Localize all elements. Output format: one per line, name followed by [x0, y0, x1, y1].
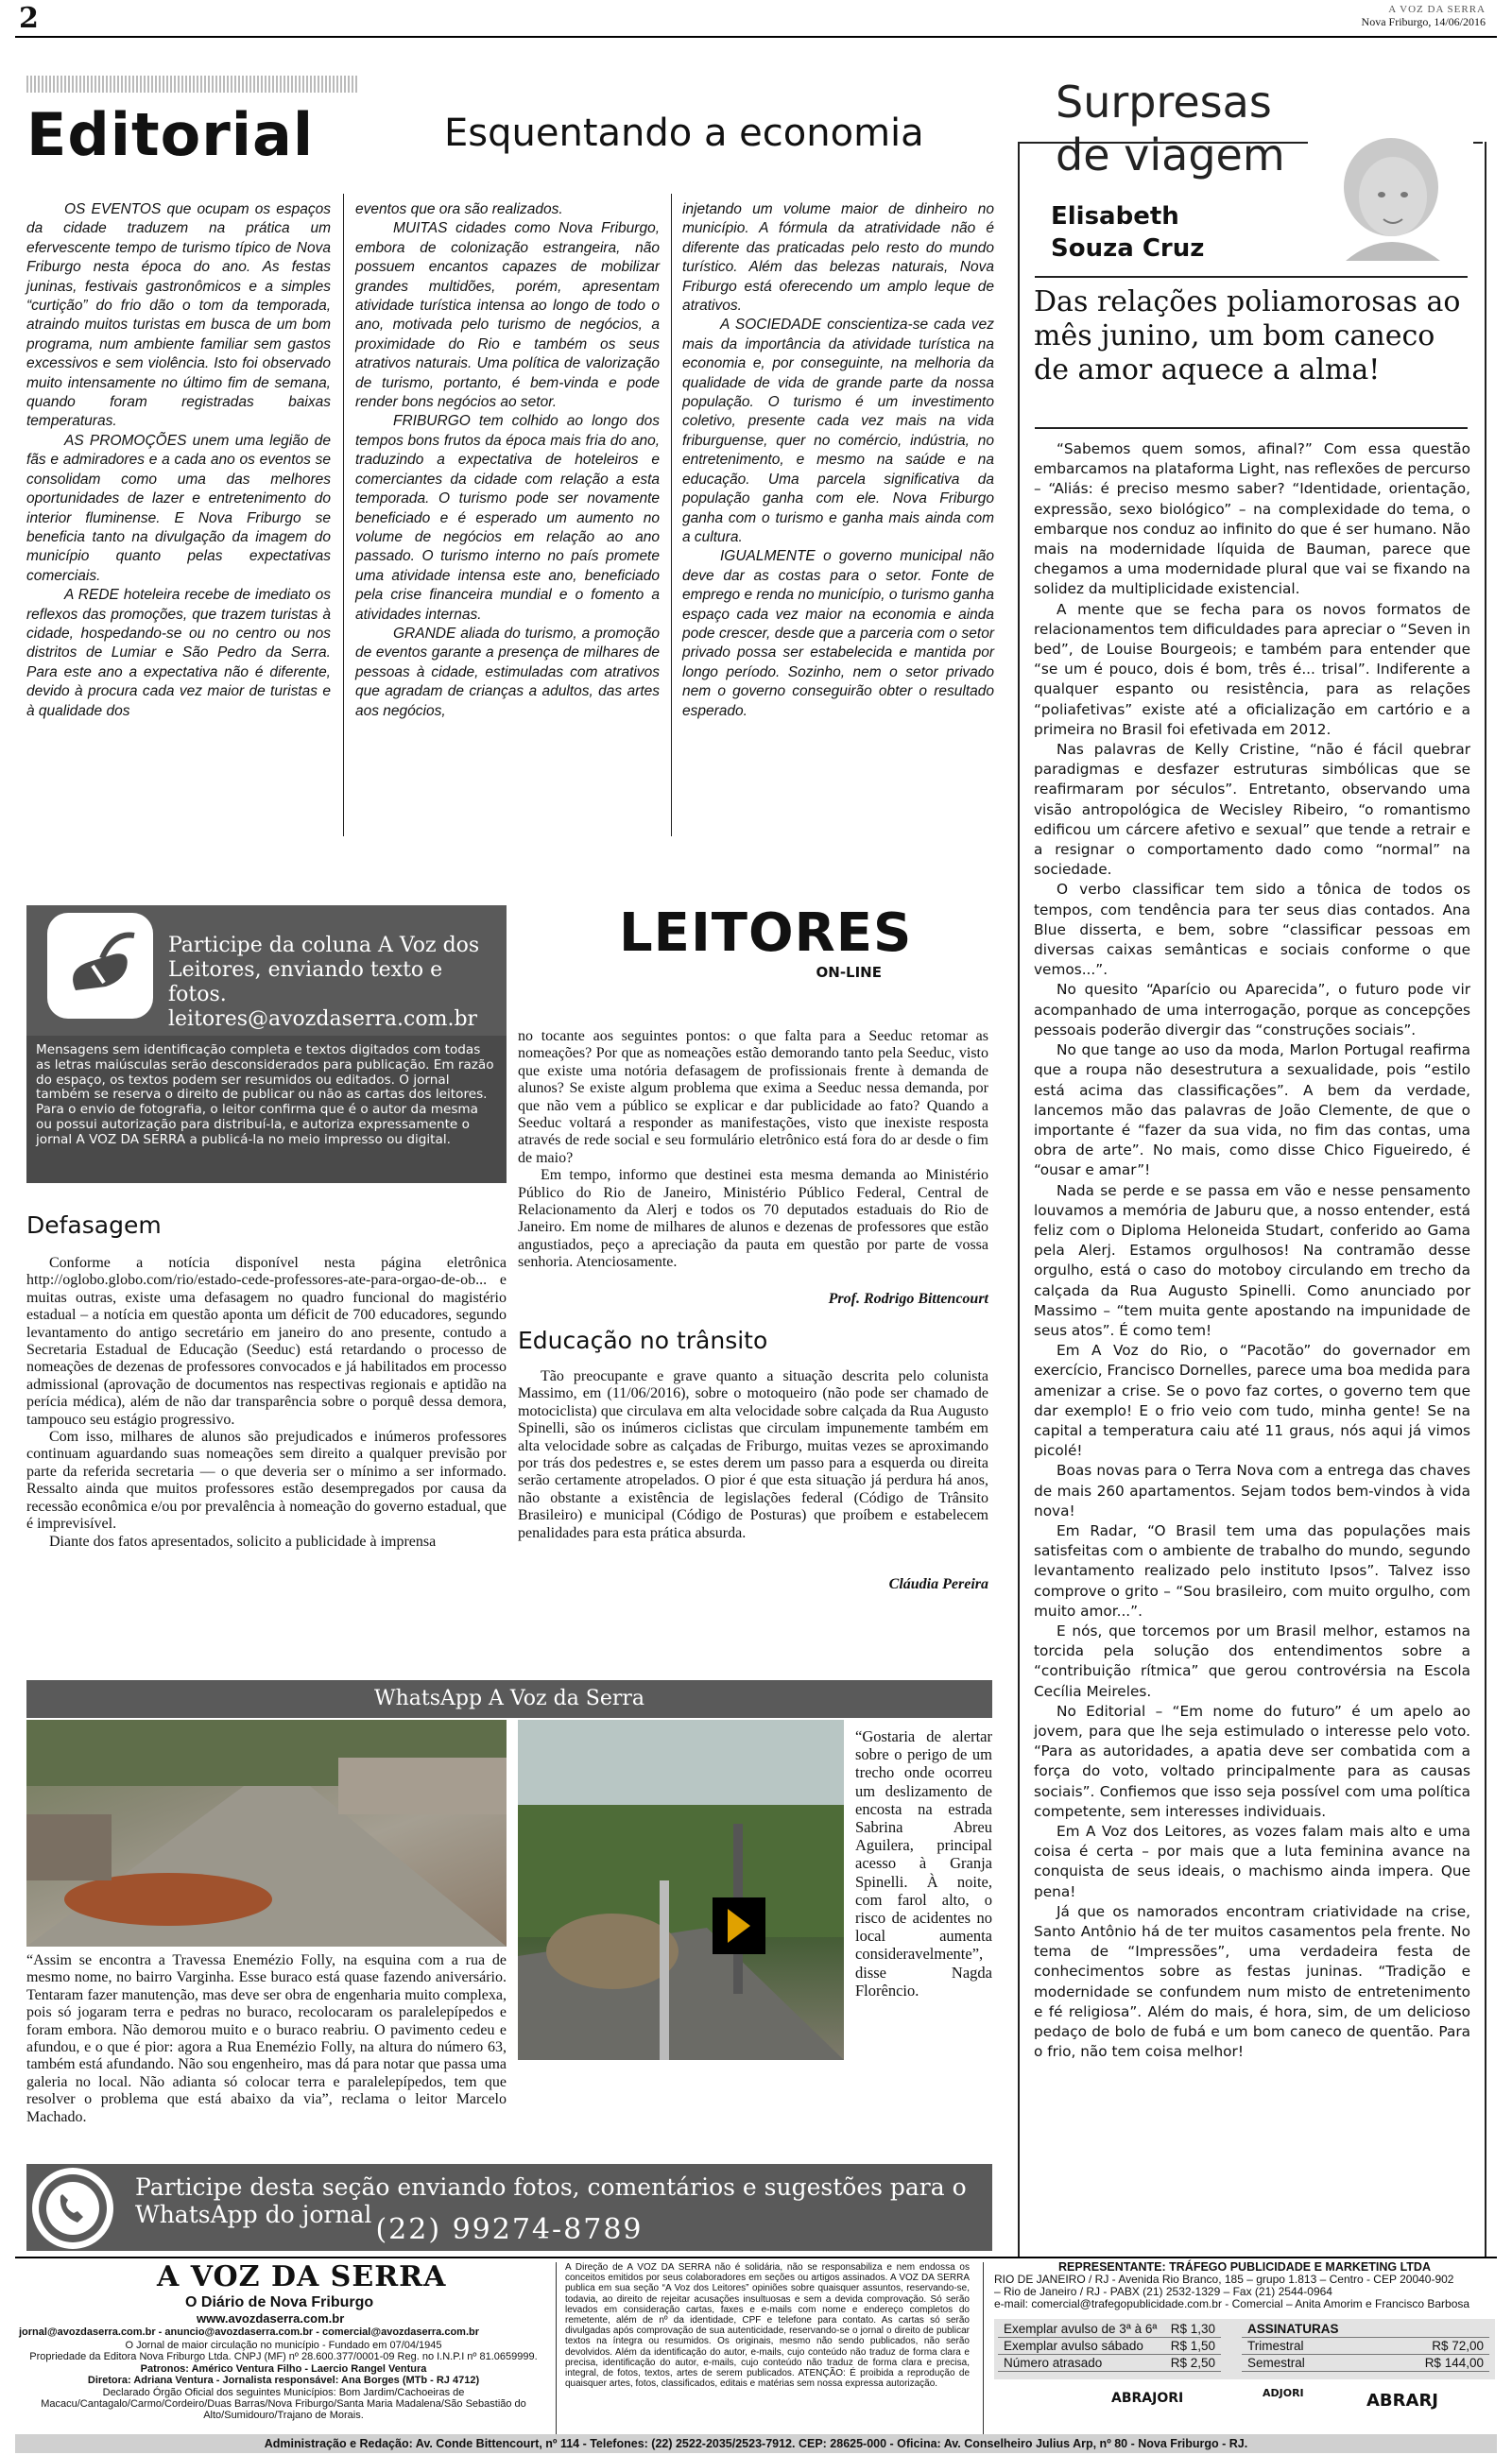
- defasagem-signature: Prof. Rodrigo Bittencourt: [828, 1291, 988, 1307]
- transito-signature: Cláudia Pereira: [888, 1576, 988, 1592]
- masthead-footer: [15, 2257, 1497, 2455]
- rep-title: REPRESENTANTE: TRÁFEGO PUBLICIDADE E MARKETING LTDA: [1058, 2260, 1431, 2274]
- column-paragraph: A mente que se fecha para os novos formatos de relacionamentos tem dificuldades para apreciar o “Seven in bed”, de Louise Bourgeois; e também para entender que “se um é pouco, dois é bom, três é... trisal”. Indiferente a qualquer espanto ou resistência, para as relações “poliafetivas” existe até a oficialização em cartório e a primeira no Brasil foi efetivada em 2012.: [1034, 600, 1470, 738]
- column-author: [1051, 200, 1204, 265]
- leitores-logo-subtext: ON-LINE: [816, 964, 882, 981]
- whatsapp-footer: [26, 2164, 992, 2251]
- column-paragraph: Em Radar, “O Brasil tem uma das populações mais satisfeitas com o ambiente de trabalho do mundo, segundo levantamento realizado pelo instituto Ipsos”. Talvez isso comprove o grito – “Sou brasileiro, com muito orgulho, com muito amor...”.: [1034, 1521, 1470, 1620]
- price-value: R$ 2,50: [1164, 2355, 1221, 2372]
- leitores-banner-text: Participe da coluna A Voz dos Leitores, enviando texto e fotos. leitores@avozdaserra.com.br: [168, 934, 480, 1031]
- letter-paragraph: Tão preocupante e grave quanto a situação descrita pelo colunista Massimo, em (11/06/2016), sobre o motoqueiro (não pode ser chamado de motociclista) que circulava em alta velocidade sobre calçada da Rua Augusto Spinelli, são os inúmeros ciclistas que circulam impunemente também em alta velocidade sobre as calçadas de Friburgo, muitas vezes se aproximando por trás dos pedestres e, se estes derem um passo para a esquerda ou direita serão certamente atropelados. O pior é que esta situação já perdura há anos, não obstante a existência de legislações federal (Código de Trânsito Brasileiro) e municipal (Código de Posturas) que proíbem e estabelecem penalidades para esta prática absurda.: [518, 1368, 988, 1541]
- column-paragraph: “Sabemos quem somos, afinal?” Com essa questão embarcamos na plataforma Light, nas reflexões de percurso – “Aliás: é preciso mesmo saber? “Identidade, orientação, expressão, sexo biológico” – na complexidade do tema, o embarque nos conduz ao infinito do que é ser humano. Não mais na modernidade líquida de Bauman, parece que chegamos a uma modernidade plural que vai se fixando na solidez da multiplicidade existencial.: [1034, 440, 1470, 598]
- footer-divider: [983, 2262, 984, 2436]
- whatsapp-banner: WhatsApp A Voz da Serra: [26, 1680, 992, 1718]
- price-value: R$ 1,50: [1164, 2338, 1221, 2355]
- credit-line: Propriedade da Editora Nova Friburgo Ltda. CNPJ (MF) nº 28.600.377/0001-09 Reg. no I.N.P.I nº 81.0659999.: [29, 2351, 538, 2363]
- editorial-paragraph: A SOCIEDADE conscientiza-se cada vez mais da importância da atividade turística na economia e, por conseguinte, na melhoria da qualidade de vida de grande parte da nossa população. O turismo é um investimento coletivo, presente cada vez mais na vida friburguense, quer no comércio, indústria, no entretenimento, e mesmo na saúde e na educação. Uma parcela significativa da população ganha com ele. Nova Friburgo ganha com o turismo e ganha mais ainda com a cultura.: [682, 317, 994, 545]
- page-header-info: [1362, 4, 1486, 28]
- abrajori-logo: ABRAJORI: [1111, 2391, 1184, 2406]
- header-rule: [15, 36, 1497, 38]
- letter-paragraph: Diante dos fatos apresentados, solicito a publicidade à imprensa: [49, 1533, 437, 1550]
- adjori-logo: ADJORI: [1263, 2387, 1304, 2399]
- editorial-column-3: [682, 200, 994, 721]
- masthead-notes: A Direção de A VOZ DA SERRA não é solidária, não se responsabiliza e nem endossa os conceitos emitidos por seus colaboradores em seções ou artigos assinados. A VOZ DA SERRA publica em sua seção “A Voz dos Leitores” opiniões sobre quaisquer assuntos, reservando-se, todavia, ao direito de rejeitar acusações insultuosas e sem a devida comprovação. Só serão levados em consideração cartas, faxes e e-mails com nome e endereço completos do remetente, além de nº da identidade, CPF e telefone para contato. As cartas só serão divulgadas após comprovação de sua autenticidade, reservando-se o jornal o direito de publicar textos na íntegra ou resumidos. Os originais, mesmo não sendo publicados, não serão devolvidos. Além da identificação do autor, e-mails, cujo conteúdo não traduz de forma clara e precisa, identificação do autor, e-mails, cujo conteúdo não traduz de forma clara e precisa, integral, de fotos, textos, artes de serem publicados. ATENÇÃO: É proibida a reprodução de quaisquer artes, fotos, classificados, editais e matérias sem nossa expressa autorização.: [565, 2262, 970, 2390]
- column-paragraph: No que tange ao uso da moda, Marlon Portugal reafirma que a roupa não desestrutura a sexualidade, pois “estilo está acima das classificações”. A bem da verdade, lancemos mão das palavras de João Clemente, de que o importante é “fazer da sua vida, no fim das contas, uma obra de arte”. No mais, como disse Chico Figueiredo, é “ousar e amar”!: [1034, 1041, 1470, 1179]
- editorial-paragraph: GRANDE aliada do turismo, a promoção de eventos garante a presença de milhares de pessoas à cidade, estimuladas com atrativos que agradam de crianças a adultos, das artes aos negócios,: [355, 625, 660, 719]
- rep-line: – Rio de Janeiro / RJ - PABX (21) 2532-1329 – Fax (21) 2544-0964: [994, 2285, 1332, 2298]
- leitores-banner: [26, 905, 507, 1036]
- price-label: Exemplar avulso de 3ª à 6ª: [998, 2321, 1164, 2338]
- price-box: [994, 2319, 1495, 2379]
- editorial-paragraph: FRIBURGO tem colhido ao longo dos tempos bons frutos da época mais fria do ano, traduzindo a expectativa de hoteleiros e comerciantes da cidade com relação a esta temporada. O turismo pode ser novamente beneficiado e é esperado um aumento no volume de negócios em relação ao ano passado. O turismo interno no país promete uma atividade intensa este ano, beneficiado pela crise financeira mundial e o fomento a atividades internas.: [355, 413, 660, 623]
- column-paragraph: No Editorial – “Em nome do futuro” é um apelo ao jovem, para que lhe seja estimulado o interesse pelo voto. “Para as autoridades, a apatia deve ser combatida com a força do voto, voltado principalmente para as causas sociais”. Confiemos que isso seja possível com uma política competente, sem interesses individuais.: [1034, 1702, 1470, 1820]
- column-paragraph: E nós, que torcemos por um Brasil melhor, estamos na torcida pela solução dos entendimentos sobre a “contribuição rítmica” que gerou controvérsia na Escola Cecília Meireles.: [1034, 1622, 1470, 1700]
- column-paragraph: Em A Voz dos Leitores, as vozes falam mais alto e uma coisa é certa – por mais que a luta feminina avance na conquista de seus ideais, o machismo ainda impera. Que pena!: [1034, 1823, 1470, 1900]
- letter-paragraph: no tocante aos seguintes pontos: o que falta para a Seeduc retomar as nomeações? Por que as nomeações estão demorando tanto pela Seeduc, visto que existe uma notória defasagem de profissionais frente à demanda de alunos? Se existe algum problema que exima a Seeduc nessa demanda, por que não vem a público se explicar e dar publicidade ao fato? Quando a Seeduc voltará a responder as manifestações, visto que inexiste resposta através de rede social e seu formulário eletrônico está fora do ar desde o fim de maio?: [518, 1028, 988, 1166]
- masthead-representative: [994, 2260, 1495, 2310]
- column-divider: [343, 194, 344, 836]
- leitores-disclaimer: Mensagens sem identificação completa e textos digitados com todas as letras maiúsculas serão desconsiderados para publicação. Em razão do espaço, os textos podem ser resumidos ou editados. O jornal também se reserva o direito de publicar ou não as cartas dos leitores. Para o envio de fotografia, o leitor confirma que é o autor da mesma ou possui autorização para distribuí-la, e autoriza expressamente o jornal A VOZ DA SERRA a publicá-la no meio impresso ou digital.: [26, 1036, 507, 1183]
- price-label: Número atrasado: [998, 2355, 1164, 2372]
- column-paragraph: Nas palavras de Kelly Cristine, “não é fácil quebrar paradigmas e desfazer estruturas simbólicas que se reafirmaram por séculos”. Entretanto, observando uma visão antropológica de Wecisley Ribeiro, “o romantismo edificou um cárcere afetivo e sexual” que tende a retrair e a resignar o comportamento dado como “normal” na sociedade.: [1034, 741, 1470, 879]
- column-subtitle: Das relações poliamorosas ao mês junino, um bom caneco de amor aquece a alma!: [1034, 285, 1461, 386]
- editorial-column-1: [26, 200, 331, 721]
- editorial-paragraph: A REDE hoteleira recebe de imediato os reflexos das promoções, que trazem turistas à cidade, hospedando-se ou no centro ou nos distritos de Lumiar e São Pedro da Serra. Para este ano a expectativa não é diferente, devido à procura cada vez maior de turistas e à qualidade dos: [26, 587, 331, 719]
- editorial-paragraph: MUITAS cidades como Nova Friburgo, embora de colonização estrangeira, não possuem encantos capazes de mobilizar grandes multidões, porém, apresentam atividade turística intensa ao longo de todo o ano, motivada pelo turismo de negócios, a proximidade do Rio e também os seus atrativos naturais. Uma política de valorização de turismo, portanto, é bem-vinda e pode render bons negócios ao setor.: [355, 220, 660, 411]
- column-paragraph: O verbo classificar tem sido a tônica de todos os tempos, com tendência para ter seus dias contados. Ana Blue disserta, e bem, sobre “classificar pessoas em diversas caixas semânticas e sociais conforme o que vemos...”.: [1034, 881, 1470, 979]
- computer-mouse-icon: [47, 913, 153, 1019]
- column-title: [1056, 76, 1285, 181]
- leitores-logo: [619, 902, 913, 981]
- letter-paragraph: Em tempo, informo que destinei esta mesma demanda ao Ministério Público do Rio de Janeiro, Ministério Público Federal, Central de Relacionamento da Alerj e todos os 70 deputados estaduais do Rio de Janeiro. Em nome de milhares de alunos e dezenas de professores que estão angustiados, peço a apreciação da pauta em questão por parte de vossa senhoria. Atenciosamente.: [518, 1167, 988, 1271]
- column-rule: [1035, 427, 1468, 429]
- column-title-line1: Surpresas: [1056, 77, 1272, 128]
- whatsapp-phone: (22) 99274-8789: [375, 2213, 644, 2246]
- author-portrait-icon: [1308, 129, 1473, 261]
- masthead-emails: jornal@avozdaserra.com.br - anuncio@avozdaserra.com.br - comercial@avozdaserra.com.br: [19, 2326, 480, 2338]
- abrarj-logo: ABRARJ: [1366, 2391, 1438, 2411]
- credit-line: Patronos: Américo Ventura Filho - Laercio Rangel Ventura: [140, 2362, 427, 2375]
- column-title-line2: de viagem: [1056, 129, 1285, 180]
- whatsapp-footer-text: Participe desta seção enviando fotos, comentários e sugestões para o WhatsApp do jornal: [135, 2173, 967, 2228]
- street-photo: [26, 1720, 507, 1947]
- defasagem-body: [26, 1255, 507, 1551]
- defasagem-title: Defasagem: [26, 1211, 162, 1239]
- edition-line: Nova Friburgo, 14/06/2016: [1361, 15, 1486, 28]
- paper-name: A VOZ DA SERRA: [1388, 4, 1486, 15]
- photo1-caption: “Assim se encontra a Travessa Enemézio Folly, na esquina com a rua de mesmo nome, no bairro Varginha. Esse buraco está quase fazendo aniversário. Tentaram fazer manutenção, mas deve ser obra de engenharia muito complexa, pois só jogaram terra e pedras no buraco, recolocaram os paralelepípedos e foram embora. Não demorou muito e o buraco reabriu. O pavimento cedeu e afundou, e o que é pior: agora a Rua Enemézio Folly, na altura do número 63, também está afundando. Não sou engenheiro, mas dá para notar que passa uma galeria no local. Não adianta só colocar terra e paralelepípedos, tem que resolver o problema que está abaixo da via”, reclama o leitor Marcelo Machado.: [26, 1952, 507, 2125]
- column-paragraph: Nada se perde e se passa em vão e nesse pensamento louvamos a memória de Jaburu que, a nosso entender, está feliz com o Diploma Heloneida Studart, conferido ao Gama pela Alerj. Estamos orgulhosos! Na contramão desse orgulho, está o caso do motoboy circulando em trecho da calçada da Rua Augusto Spinelli. Como anunciado por Massimo – “tem muita gente apostando na impunidade de seus atos”. É como tem!: [1034, 1181, 1470, 1339]
- column-paragraph: Já que os namorados encontram criatividade na crise, Santo Antônio há de ter muitos casamentos pela frente. No tema de “Impressões”, uma verdadeira festa de conhecimentos sobre as festas juninas. “Tradição e modernidade se confundem num misto de entretenimento e fé religiosa”. Além do mais, é hora, sim, de um delicioso pedaço de bolo de fubá e um bom caneco de quentão. Para o frio, não tem coisa melhor!: [1034, 1902, 1470, 2061]
- column-paragraph: Em A Voz do Rio, o “Pacotão” do governador em exercício, Francisco Dornelles, parece uma boa medida para amenizar a crise. Se o povo faz cortes, o governo tem que dar exemplo! E o frio veio com tudo, minha gente! Se na capital a temperatura caiu até 11 graus, nós aqui já vimos picolé!: [1034, 1342, 1470, 1460]
- editorial-label: Editorial: [26, 100, 315, 169]
- footer-divider: [556, 2262, 557, 2436]
- letter-paragraph: Com isso, milhares de alunos são prejudicados e inúmeros professores continuam aguardando suas nomeações sem direito a qualquer previsão por parte da referida secretaria — o que deveria ser o mínimo a ser informado. Ressalto ainda que muitos professores estão desempregados por causa da recessão econômica e/ou por prevalência à nomeação do governo estadual, que é imprevisível.: [26, 1429, 507, 1533]
- subscription-value: R$ 72,00: [1365, 2338, 1489, 2355]
- photo2-caption: “Gostaria de alertar sobre o perigo de um trecho onde ocorreu um deslizamento de encosta na estrada Sabrina Abreu Aguilera, principal acesso à Granja Spinelli. À noite, com farol alto, o risco de acidentes no local aumenta consideravelmente”, disse Nagda Florêncio.: [855, 1727, 992, 2000]
- subscription-label: Semestral: [1242, 2355, 1365, 2372]
- road-sign-photo: [518, 1720, 844, 2060]
- page-number: 2: [19, 2, 39, 35]
- masthead-title: A VOZ DA SERRA: [157, 2260, 447, 2293]
- masthead-credits: [19, 2340, 548, 2422]
- author-line2: Souza Cruz: [1051, 234, 1205, 263]
- price-value: R$ 1,30: [1164, 2321, 1221, 2338]
- column-paragraph: No quesito “Aparício ou Aparecida”, o futuro pode vir acompanhado de uma interrogação, porque as concepções pessoais poderão divergir das “construções sociais”.: [1034, 981, 1470, 1039]
- editorial-column-2: [355, 200, 660, 721]
- partner-logos: [1036, 2385, 1489, 2427]
- editorial-paragraph: eventos que ora são realizados.: [355, 201, 563, 217]
- transito-title: Educação no trânsito: [518, 1327, 768, 1354]
- column-rule: [1035, 276, 1468, 278]
- credit-line: O Jornal de maior circulação no município - Fundado em 07/04/1945: [125, 2340, 442, 2351]
- editorial-paragraph: IGUALMENTE o governo municipal não deve dar as costas para o setor. Fonte de emprego e renda no município, o turismo ganha espaço cada vez maior na economia e ainda pode crescer, desde que a parceria com o setor privado possa ser estabelecida e mantida por longo período. Sozinho, nem o setor privado nem o governo conseguirão obter o resultado esperado.: [682, 548, 995, 719]
- column-body: [1034, 439, 1470, 2062]
- subscription-label: Trimestral: [1242, 2338, 1365, 2355]
- address-bar: Administração e Redação: Av. Conde Bittencourt, nº 114 - Telefones: (22) 2522-2035/2523-7912. CEP: 28625-000 - Oficina: Av. Conselheiro Julius Arp, nº 80 - Nova Friburgo - RJ.: [15, 2434, 1497, 2453]
- editorial-pattern-band: [26, 76, 357, 93]
- price-table: [998, 2321, 1221, 2372]
- editorial-paragraph: AS PROMOÇÕES unem uma legião de fãs e admiradores e a cada ano os eventos se consolidam como uma das melhores oportunidades de lazer e entretenimento do interior fluminense. E Nova Friburgo se beneficia tanto na divulgação da imagem do município quanto pelas expectativas comerciais.: [26, 432, 331, 584]
- subscription-table: [1242, 2321, 1489, 2372]
- leitores-logo-text: LEITORES: [619, 902, 913, 964]
- rep-line: RIO DE JANEIRO / RJ - Avenida Rio Branco, 185 – grupo 1.813 – Centro - CEP 20040-902: [994, 2273, 1454, 2286]
- column-divider: [671, 194, 672, 836]
- letter-paragraph: Conforme a notícia disponível nesta página eletrônica http://oglobo.globo.com/rio/estado-cede-professores-ate-para-orgao-de-ob... e muitas outras, existe uma defasagem no quadro funcional do magistério estadual – a notícia em questão aponta um déficit de 700 educadores, segundo levantamento do antigo secretário em janeiro do ano presente, contudo a Secretaria Estadual de Educação (Seeduc) está retardando o processo de nomeações de dezenas de professores convocados e já habilitados em processo admissional (aprovação de documentos nas respectivas regionais e aptidão na perícia médica), além de não dar transparência sobre o porquê dessa demora, tampouco seu estágio progressivo.: [26, 1255, 507, 1428]
- subscriptions-title: ASSINATURAS: [1242, 2321, 1489, 2338]
- author-photo: [1308, 129, 1473, 261]
- rep-line: e-mail: comercial@trafegopublicidade.com.br - Comercial – Anita Amorim e Francisco Barbosa: [994, 2297, 1470, 2310]
- subscription-value: R$ 144,00: [1365, 2355, 1489, 2372]
- editorial-label-box: [26, 76, 357, 187]
- credit-line: Declarado Órgão Oficial dos seguintes Municípios: Bom Jardim/Cachoeiras de Macacu/Cantagalo/Carmo/Cordeiro/Duas Barras/Nova Friburgo/Santa Maria Madalena/São Sebastião do Alto/Sumidouro/Trajano de Morais.: [41, 2386, 526, 2422]
- editorial-headline: Esquentando a economia: [444, 112, 924, 155]
- editorial-paragraph: OS EVENTOS que ocupam os espaços da cidade traduzem na prática um efervescente tempo de turismo típico de Nova Friburgo nesta época do ano. As festas juninas, festivais gastronômicos e a simples “curtição” do frio dão o tom da temporada, atraindo muitos turistas em busca de um bom programa, num ambiente familiar sem gastos excessivos e sem violência. Isto foi observado muito intensamente no último fim de semana, quando foram registradas baixas temperaturas.: [26, 201, 331, 430]
- price-label: Exemplar avulso sábado: [998, 2338, 1164, 2355]
- masthead-site: www.avozdaserra.com.br: [197, 2311, 345, 2326]
- column-paragraph: Boas novas para o Terra Nova com a entrega das chaves de mais 260 apartamentos. Sejam todos bem-vindos à vida nova!: [1034, 1462, 1470, 1519]
- defasagem-continued: [518, 1028, 988, 1272]
- editorial-paragraph: injetando um volume maior de dinheiro no município. A fórmula da atratividade não é diferente das praticadas pelo resto do mundo turístico. Além das belezas naturais, Nova Friburgo está oferecendo um amplo leque de atrativos.: [682, 201, 994, 315]
- author-line1: Elisabeth: [1051, 202, 1179, 231]
- transito-body: [518, 1368, 988, 1542]
- credit-line: Diretora: Adriana Ventura - Jornalista responsável: Ana Borges (MTb - RJ 4712): [87, 2375, 480, 2387]
- masthead-subtitle: O Diário de Nova Friburgo: [185, 2294, 374, 2310]
